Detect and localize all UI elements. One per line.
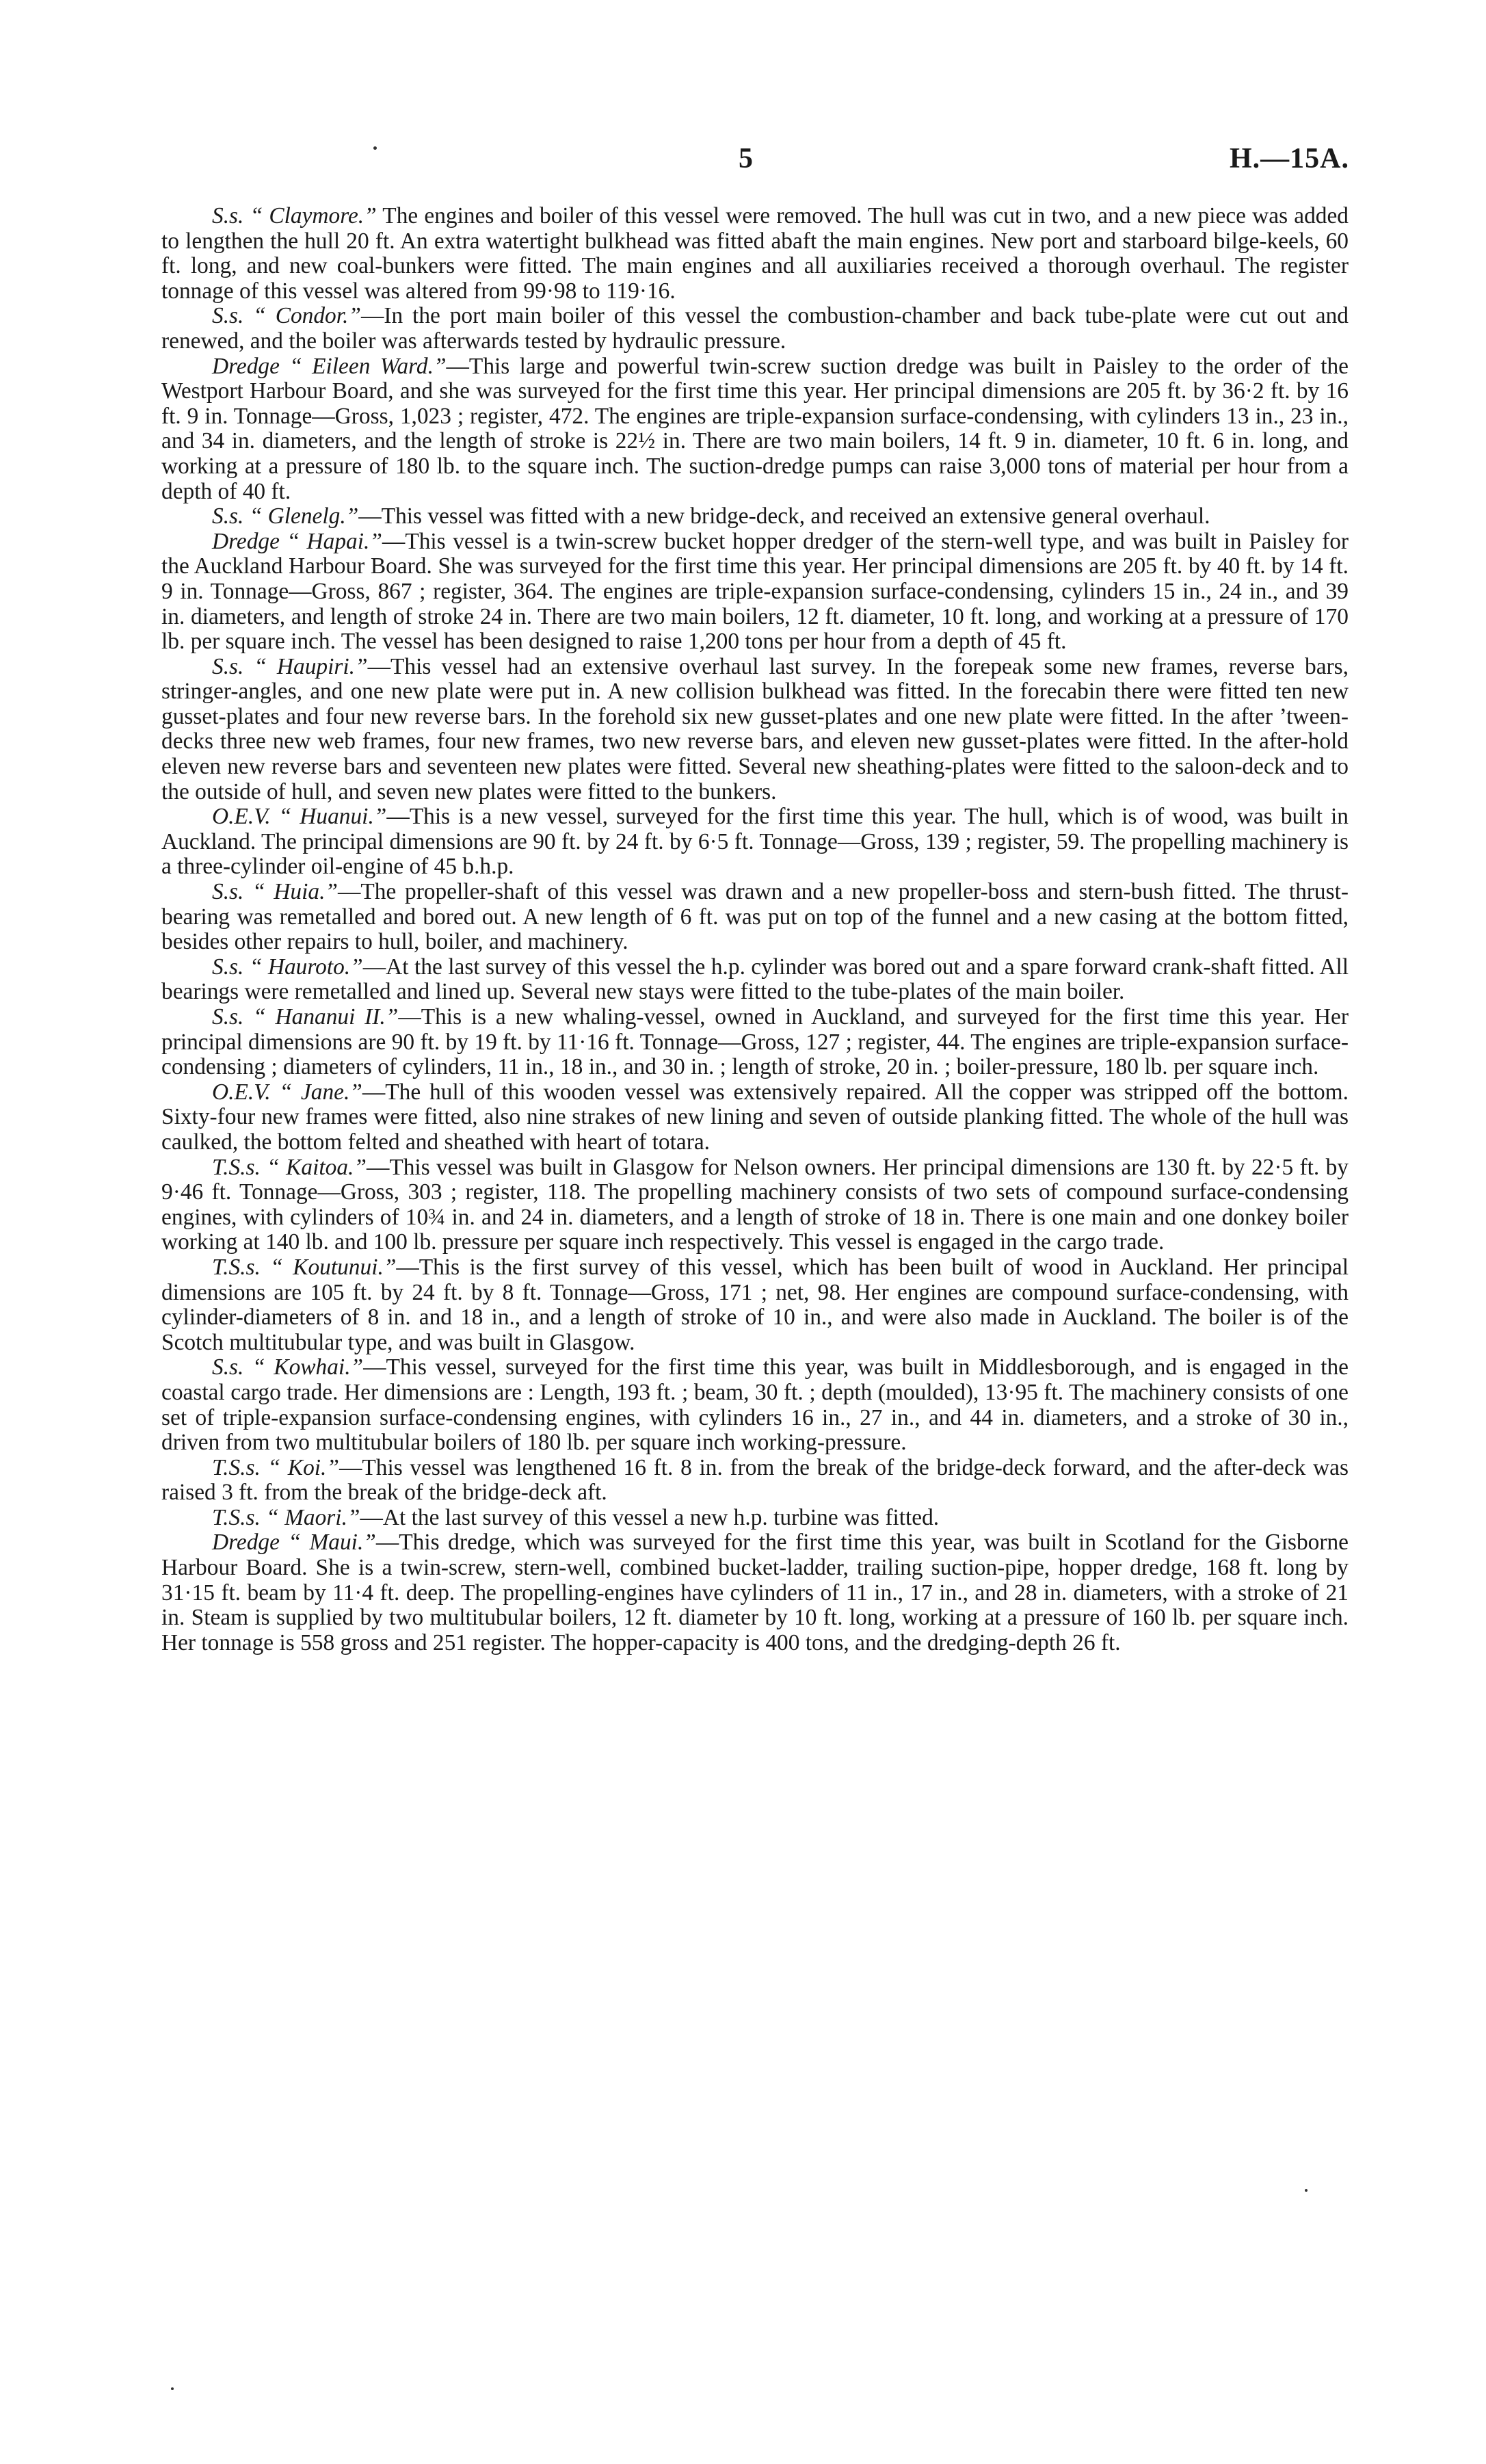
vessel-name: T.S.s. “ Koutunui.”	[212, 1254, 397, 1280]
vessel-entry-huia	[161, 880, 1349, 955]
vessel-description: —This vessel, surveyed for the first time this year, was built in Middlesborough, and is engaged in the coastal cargo trade. Her dimensions are : Length, 193 ft. ; beam, 30 ft. ; depth (moulded), 13·95 ft. The machinery consists of one set of triple-expansion surface-condensing engines, with cylinders 16 in., 27 in., and 44 in. diameters, and a stroke of 30 in., driven from two multitubular boilers of 180 lb. per square inch working-pressure.	[161, 1354, 1349, 1456]
vessel-description: —In the port main boiler of this vessel the combustion-chamber and back tube-plate were cut out and renewed, and the boiler was afterwards tested by hydraulic pressure.	[161, 303, 1349, 354]
vessel-name: O.E.V. “ Huanui.”	[212, 804, 387, 830]
vessel-entry-kowhai	[161, 1355, 1349, 1455]
vessel-entry-hauroto	[161, 955, 1349, 1005]
vessel-description: —This large and powerful twin-screw suction dredge was built in Paisley to the order of the Westport Harbour Board, and she was surveyed for the first time this year. Her principal dimensions are 205 ft. by 36·2 ft. by 16 ft. 9 in. Tonnage—Gross, 1,023 ; register, 472. The engines are triple-expansion surface-condensing, with cylinders 13 in., 23 in., and 34 in. diameters, and the length of stroke is 22½ in. There are two main boilers, 14 ft. 9 in. diameter, 10 ft. 6 in. long, and working at a pressure of 180 lb. to the square inch. The suction-dredge pumps can raise 3,000 tons of material per hour from a depth of 40 ft.	[161, 353, 1349, 504]
vessel-entry-kaitoa	[161, 1155, 1349, 1255]
vessel-description: —This vessel was built in Glasgow for Nelson owners. Her principal dimensions are 130 ft. by 22·5 ft. by 9·46 ft. Tonnage—Gross, 303 ; register, 118. The propelling machinery consists of two sets of compound surface-condensing engines, with cylinders of 10¾ in. and 24 in. diameters, and a length of stroke of 18 in. There is one main and one donkey boiler working at 140 lb. and 100 lb. pressure per square inch respectively. This vessel is engaged in the cargo trade.	[161, 1154, 1349, 1255]
vessel-entry-huanui	[161, 804, 1349, 880]
vessel-entry-condor	[161, 304, 1349, 354]
vessel-description: —At the last survey of this vessel a new h.p. turbine was fitted.	[360, 1504, 940, 1530]
vessel-description: —This is the first survey of this vessel, which has been built of wood in Auckland. Her principal dimensions are 105 ft. by 24 ft. by 8 ft. Tonnage—Gross, 171 ; net, 98. Her engines are compound surface-condensing, with cylinder-diameters of 8 in. and 18 in., and a length of stroke of 10 in., and were also made in Auckland. The boiler is of the Scotch multitubular type, and was built in Glasgow.	[161, 1254, 1349, 1355]
vessel-name: Dredge “ Eileen Ward.”	[212, 353, 447, 379]
page-number: 5	[739, 143, 753, 174]
vessel-entry-eileen-ward	[161, 354, 1349, 505]
vessel-entry-haupiri	[161, 655, 1349, 805]
vessel-name: Dredge “ Maui.”	[212, 1530, 376, 1556]
document-reference: H.—15A.	[1230, 143, 1349, 174]
vessel-name: T.S.s. “ Kaitoa.”	[212, 1154, 367, 1180]
page-header	[0, 142, 1486, 190]
vessel-entry-hapai	[161, 529, 1349, 655]
body-text	[161, 204, 1349, 1655]
vessel-description: —At the last survey of this vessel the h.p. cylinder was bored out and a spare forward crank-shaft fitted. All bearings were remetalled and lined up. Several new stays were fitted to the tube-plates of the main boiler.	[161, 954, 1349, 1005]
vessel-name: S.s. “ Huia.”	[212, 879, 339, 905]
vessel-name: S.s. “ Hananui II.”	[212, 1004, 399, 1030]
vessel-name: Dredge “ Hapai.”	[212, 528, 382, 554]
vessel-description: The engines and boiler of this vessel were removed. The hull was cut in two, and a new piece was added to lengthen the hull 20 ft. An extra watertight bulkhead was fitted abaft the main engines. New port and starboard bilge-keels, 60 ft. long, and new coal-bunkers were fitted. The main engines and all auxiliaries received a thorough overhaul. The register tonnage of this vessel was altered from 99·98 to 119·16.	[161, 203, 1349, 304]
vessel-name: S.s. “ Claymore.”	[212, 203, 377, 228]
vessel-name: O.E.V. “ Jane.”	[212, 1079, 362, 1105]
vessel-entry-koi	[161, 1456, 1349, 1506]
vessel-description: —This vessel was fitted with a new bridge-deck, and received an extensive general overhaul.	[358, 503, 1210, 529]
vessel-description: —This vessel was lengthened 16 ft. 8 in. from the break of the bridge-deck forward, and the after-deck was raised 3 ft. from the break of the bridge-deck aft.	[161, 1454, 1349, 1506]
vessel-entry-maori	[161, 1506, 1349, 1531]
scan-speck	[171, 2387, 174, 2390]
vessel-name: T.S.s. “ Maori.”	[212, 1504, 360, 1530]
vessel-name: S.s. “ Haupiri.”	[212, 653, 368, 679]
scan-speck	[1305, 2189, 1308, 2192]
vessel-description: —This vessel had an extensive overhaul last survey. In the forepeak some new frames, reverse bars, stringer-angles, and one new plate were put in. A new collision bulkhead was fitted. In the forecabin there were fitted ten new gusset-plates and four new reverse bars. In the forehold six new gusset-plates and one new plate were fitted. In the after ’tween-decks three new web frames, four new frames, two new reverse bars, and eleven new gusset-plates were fitted. In the after-hold eleven new reverse bars and seventeen new plates were fitted. Several new sheathing-plates were fitted to the saloon-deck and to the outside of hull, and seven new plates were fitted to the bunkers.	[161, 653, 1349, 804]
vessel-name: S.s. “ Kowhai.”	[212, 1354, 364, 1380]
vessel-entry-maui	[161, 1530, 1349, 1655]
vessel-entry-glenelg	[161, 504, 1349, 529]
vessel-name: S.s. “ Glenelg.”	[212, 503, 359, 529]
vessel-description: —This vessel is a twin-screw bucket hopper dredger of the stern-well type, and was built in Paisley for the Auckland Harbour Board. She was surveyed for the first time this year. Her principal dimensions are 205 ft. by 40 ft. by 14 ft. 9 in. Tonnage—Gross, 867 ; register, 364. The engines are triple-expansion surface-condensing, cylinders 15 in., 24 in., and 39 in. diameters, and length of stroke 24 in. There are two main boilers, 12 ft. diameter, 10 ft. long, and working at a pressure of 170 lb. per square inch. The vessel has been designed to raise 1,200 tons per hour from a depth of 45 ft.	[161, 528, 1349, 655]
vessel-description: —This is a new vessel, surveyed for the first time this year. The hull, which is of wood, was built in Auckland. The principal dimensions are 90 ft. by 24 ft. by 6·5 ft. Tonnage—Gross, 139 ; register, 59. The propelling machinery is a three-cylinder oil-engine of 45 b.h.p.	[161, 804, 1349, 880]
vessel-entry-claymore	[161, 204, 1349, 304]
vessel-description: —The propeller-shaft of this vessel was drawn and a new propeller-boss and stern-bush fitted. The thrust-bearing was remetalled and bored out. A new length of 6 ft. was put on top of the funnel and a new casing at the bottom fitted, besides other repairs to hull, boiler, and machinery.	[161, 879, 1349, 955]
vessel-entry-jane	[161, 1080, 1349, 1155]
vessel-description: —This is a new whaling-vessel, owned in Auckland, and surveyed for the first time this year. Her principal dimensions are 90 ft. by 19 ft. by 11·16 ft. Tonnage—Gross, 127 ; register, 44. The engines are triple-expansion surface-condensing ; diameters of cylinders, 11 in., 18 in., and 30 in. ; length of stroke, 20 in. ; boiler-pressure, 180 lb. per square inch.	[161, 1004, 1349, 1080]
vessel-description: —The hull of this wooden vessel was extensively repaired. All the copper was stripped off the bottom. Sixty-four new frames were fitted, also nine strakes of new lining and seven of outside planking fitted. The whole of the hull was caulked, the bottom felted and sheathed with heart of totara.	[161, 1079, 1349, 1155]
vessel-description: —This dredge, which was surveyed for the first time this year, was built in Scotland for the Gisborne Harbour Board. She is a twin-screw, stern-well, combined bucket-ladder, trailing suction-pipe, hopper dredge, 168 ft. long by 31·15 ft. beam by 11·4 ft. deep. The propelling-engines have cylinders of 11 in., 17 in., and 28 in. diameters, with a stroke of 21 in. Steam is supplied by two multitubular boilers, 12 ft. diameter by 10 ft. long, working at a pressure of 160 lb. per square inch. Her tonnage is 558 gross and 251 register. The hopper-capacity is 400 tons, and the dredging-depth 26 ft.	[161, 1530, 1349, 1655]
vessel-name: S.s. “ Condor.”	[212, 303, 361, 329]
vessel-entry-hananui-ii	[161, 1005, 1349, 1080]
vessel-name: T.S.s. “ Koi.”	[212, 1454, 339, 1480]
vessel-name: S.s. “ Hauroto.”	[212, 954, 363, 980]
vessel-entry-koutunui	[161, 1255, 1349, 1355]
